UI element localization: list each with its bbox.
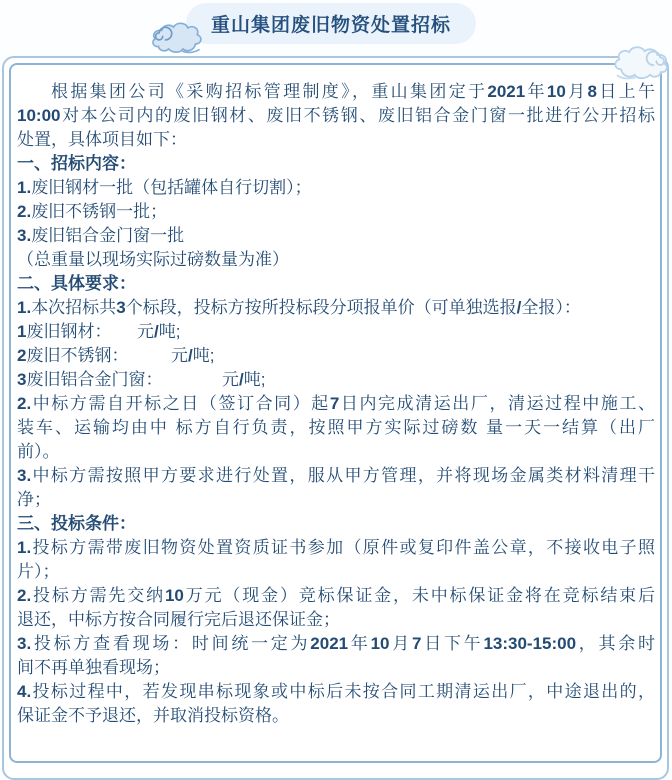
text-line: 处置，具体项目如下： (17, 130, 187, 149)
content-box-inner (9, 63, 662, 763)
content-box (2, 56, 669, 780)
text-line: 3.投标方查看现场：时间统一定为2021年10月7日下午13:30-15:00，其余时 (17, 634, 656, 653)
text-line: 3废旧铝合金门窗： 元/吨; (17, 370, 266, 389)
text-line: 前）。 (17, 442, 60, 461)
text-line: 2.投标方需先交纳10万元（现金）竞标保证金，未中标保证金将在竞标结束后 (17, 586, 656, 605)
text-line: 2.中标方需自开标之日（签订合同）起7日内完成清运出厂，清运过程中施工、 (17, 394, 655, 413)
text-line: 二、具体要求： (17, 274, 136, 293)
text-line: 片）； (17, 562, 60, 581)
document-lines (17, 80, 655, 728)
text-line: 装车、运输均由中 标方自行负责，按照甲方实际过磅数 量一天一结算（出厂 (17, 418, 655, 437)
text-line: 间不再单独看现场； (17, 658, 170, 677)
text-line: 根据集团公司《采购招标管理制度》，重山集团定于2021年10月8日上午 (51, 82, 656, 101)
text-line: 1废旧钢材： 元/吨; (17, 322, 181, 341)
text-line: 保证金不予退还，并取消投标资格。 (17, 706, 289, 725)
text-line: 1.投标方需带废旧物资处置资质证书参加（原件或复印件盖公章，不接收电子照 (17, 538, 655, 557)
text-line: 3.废旧铝合金门窗一批 (17, 226, 185, 245)
text-line: 2.废旧不锈钢一批； (17, 202, 168, 221)
text-line: 1.本次招标共3个标段，投标方按所投标段分项报单价（可单独选报/全报）： (17, 298, 581, 317)
text-line: 4.投标过程中，若发现串标现象或中标后未按合同工期清运出厂，中途退出的， (17, 682, 655, 701)
text-line: 退还，中标方按合同履行完后退还保证金； (17, 610, 340, 629)
text-line: 1.废旧钢材一批（包括罐体自行切割）； (17, 178, 312, 197)
text-line: 一、招标内容： (17, 154, 136, 173)
text-line: 三、投标条件： (17, 514, 136, 533)
text-line: 净； (17, 490, 51, 509)
text-line: 10:00对本公司内的废旧钢材、废旧不锈钢、废旧铝合金门窗一批进行公开招标 (17, 106, 655, 125)
text-line: （总重量以现场实际过磅数量为准） (17, 250, 289, 269)
title-pill (186, 3, 476, 44)
text-line: 2废旧不锈钢： 元/吨; (17, 346, 215, 365)
page-title: 重山集团废旧物资处置招标 (210, 15, 451, 36)
text-line: 3.中标方需按照甲方要求进行处置，服从甲方管理，并将现场金属类材料清理干 (17, 466, 655, 485)
